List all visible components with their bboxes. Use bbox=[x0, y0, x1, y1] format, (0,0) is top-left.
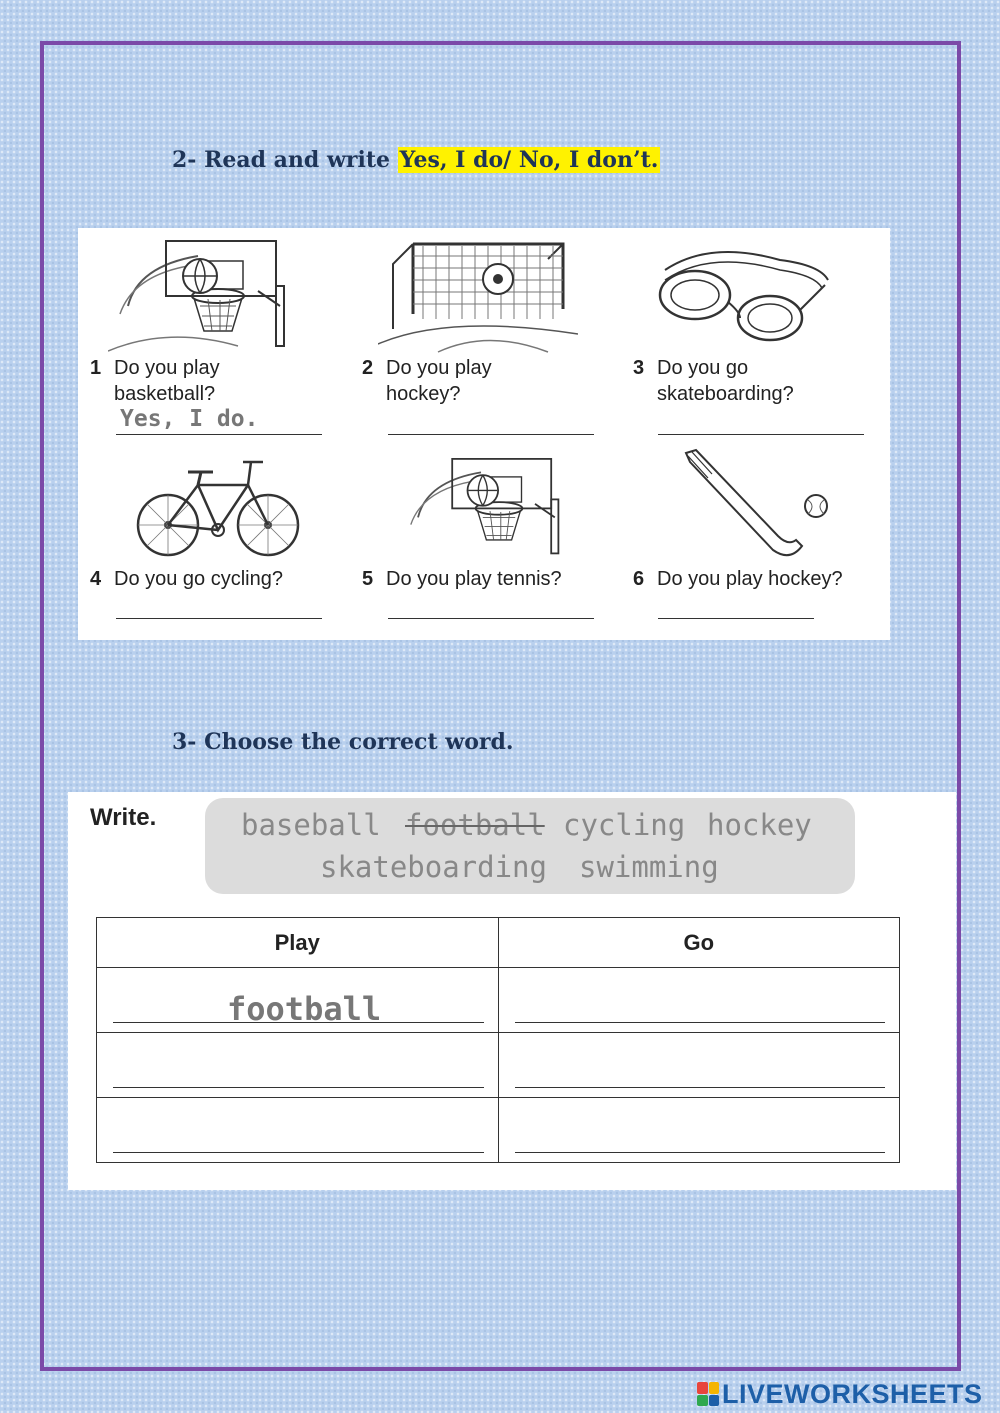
answer-1[interactable]: Yes, I do. bbox=[120, 406, 259, 432]
word-hockey: hockey bbox=[707, 808, 812, 842]
word-baseball: baseball bbox=[241, 808, 381, 842]
table-row bbox=[97, 968, 900, 1033]
liveworksheets-logo[interactable] bbox=[697, 1378, 983, 1410]
answer-line-1[interactable] bbox=[116, 434, 322, 435]
word-skateboarding: skateboarding bbox=[320, 850, 547, 884]
play-cell-3[interactable] bbox=[97, 1098, 499, 1163]
header-go: Go bbox=[498, 918, 900, 968]
swimming-goggles-image bbox=[650, 240, 840, 350]
question-3: 3 Do you go skateboarding? bbox=[633, 357, 794, 405]
question-2: 2 Do you play hockey? bbox=[362, 357, 492, 405]
answer-line-3[interactable] bbox=[658, 434, 864, 435]
bicycle-image bbox=[133, 450, 308, 565]
exercise2-heading bbox=[172, 147, 660, 173]
word-swimming: swimming bbox=[579, 850, 719, 884]
question-4: 4 Do you go cycling? bbox=[90, 568, 283, 590]
play-go-table bbox=[96, 917, 900, 1163]
liveworksheets-logo-icon bbox=[697, 1382, 719, 1406]
answer-line-4[interactable] bbox=[116, 618, 322, 619]
exercise3-panel bbox=[68, 792, 956, 1190]
answer-line-2[interactable] bbox=[388, 434, 594, 435]
table-row bbox=[97, 1098, 900, 1163]
play-cell-2[interactable] bbox=[97, 1033, 499, 1098]
header-play: Play bbox=[97, 918, 499, 968]
write-label: Write. bbox=[90, 804, 157, 831]
hockey-stick-image bbox=[678, 448, 838, 563]
word-cycling: cycling bbox=[563, 808, 686, 842]
brand-text: LIVEWORKSHEETS bbox=[722, 1378, 983, 1409]
answer-line-5[interactable] bbox=[388, 618, 594, 619]
go-cell-3[interactable] bbox=[498, 1098, 900, 1163]
exercise3-heading: 3- Choose the correct word. bbox=[172, 729, 514, 755]
answer-line-6[interactable] bbox=[658, 618, 814, 619]
football-goal-image bbox=[378, 234, 578, 354]
question-6: 6 Do you play hockey? bbox=[633, 568, 843, 590]
exercise2-highlight: Yes, I do/ No, I don’t. bbox=[399, 147, 659, 173]
word-bank bbox=[205, 798, 855, 894]
basketball-hoop-image bbox=[108, 236, 308, 354]
exercise2-panel bbox=[78, 228, 890, 640]
play-cell-1[interactable] bbox=[97, 968, 499, 1033]
exercise2-title: 2- Read and write bbox=[172, 147, 398, 173]
go-cell-2[interactable] bbox=[498, 1033, 900, 1098]
question-5: 5 Do you play tennis? bbox=[362, 568, 562, 590]
table-row bbox=[97, 1033, 900, 1098]
word-football: football bbox=[405, 808, 545, 842]
go-cell-1[interactable] bbox=[498, 968, 900, 1033]
basketball-hoop-image-2 bbox=[400, 450, 580, 565]
question-1: 1 Do you play basketball? bbox=[90, 357, 220, 405]
play-answer-1: football bbox=[227, 990, 382, 1028]
